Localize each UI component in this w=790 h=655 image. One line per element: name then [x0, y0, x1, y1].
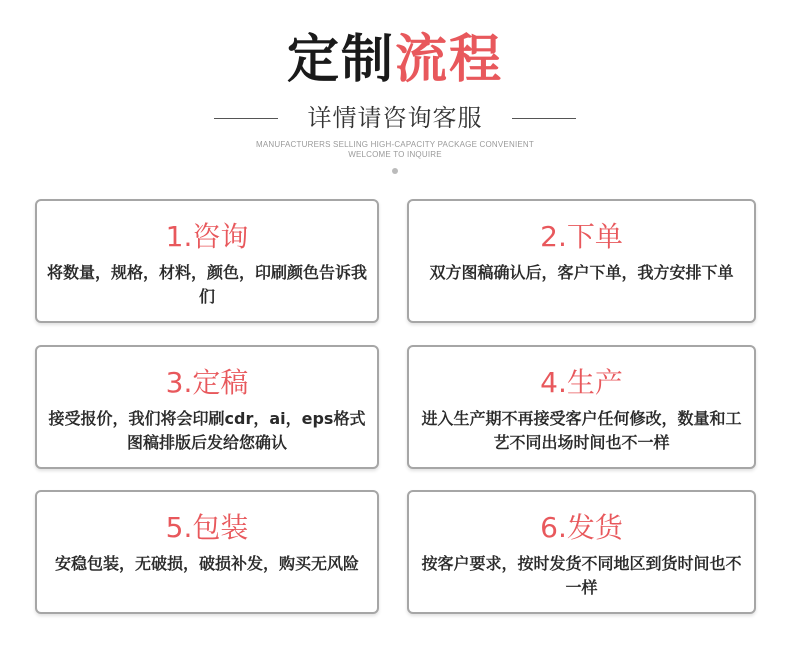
step-description: 进入生产期不再接受客户任何修改，数量和工艺不同出场时间也不一样 — [421, 409, 742, 452]
tagline-line-2: WELCOME TO INQUIRE — [348, 150, 442, 159]
step-title: 6.发货 — [540, 511, 623, 544]
page-title — [0, 28, 790, 92]
step-title: 1.咨询 — [165, 220, 249, 253]
step-description: 接受报价，我们将会印刷cdr，ai，eps格式图稿排版后发给您确认 — [48, 409, 366, 452]
step-title: 2.下单 — [540, 220, 623, 253]
step-card-packaging — [35, 490, 379, 614]
tagline-line-1: MANUFACTURERS SELLING HIGH-CAPACITY PACKAGE CONVENIENT — [256, 140, 534, 149]
step-title: 3.定稿 — [165, 366, 249, 399]
step-description: 将数量，规格，材料，颜色，印刷颜色告诉我们 — [46, 263, 367, 306]
step-title: 4.生产 — [540, 366, 623, 399]
subtitle-divider-right — [512, 118, 576, 119]
step-card-shipping — [407, 490, 756, 614]
step-card-order — [407, 199, 756, 323]
step-card-finalize — [35, 345, 379, 469]
step-title: 5.包装 — [165, 511, 249, 544]
subtitle: 详情请咨询客服 — [307, 104, 483, 132]
title-part-2: 流程 — [395, 30, 504, 90]
step-card-consult — [35, 199, 379, 323]
decorative-dot — [392, 168, 398, 174]
step-description: 安稳包装，无破损，破损补发，购买无风险 — [54, 554, 359, 573]
title-part-1: 定制 — [286, 30, 395, 90]
step-description: 双方图稿确认后，客户下单，我方安排下单 — [429, 263, 734, 282]
subtitle-divider-left — [214, 118, 278, 119]
step-description: 按客户要求，按时发货不同地区到货时间也不一样 — [421, 554, 742, 597]
step-card-production — [407, 345, 756, 469]
subtitle-row — [0, 100, 790, 136]
